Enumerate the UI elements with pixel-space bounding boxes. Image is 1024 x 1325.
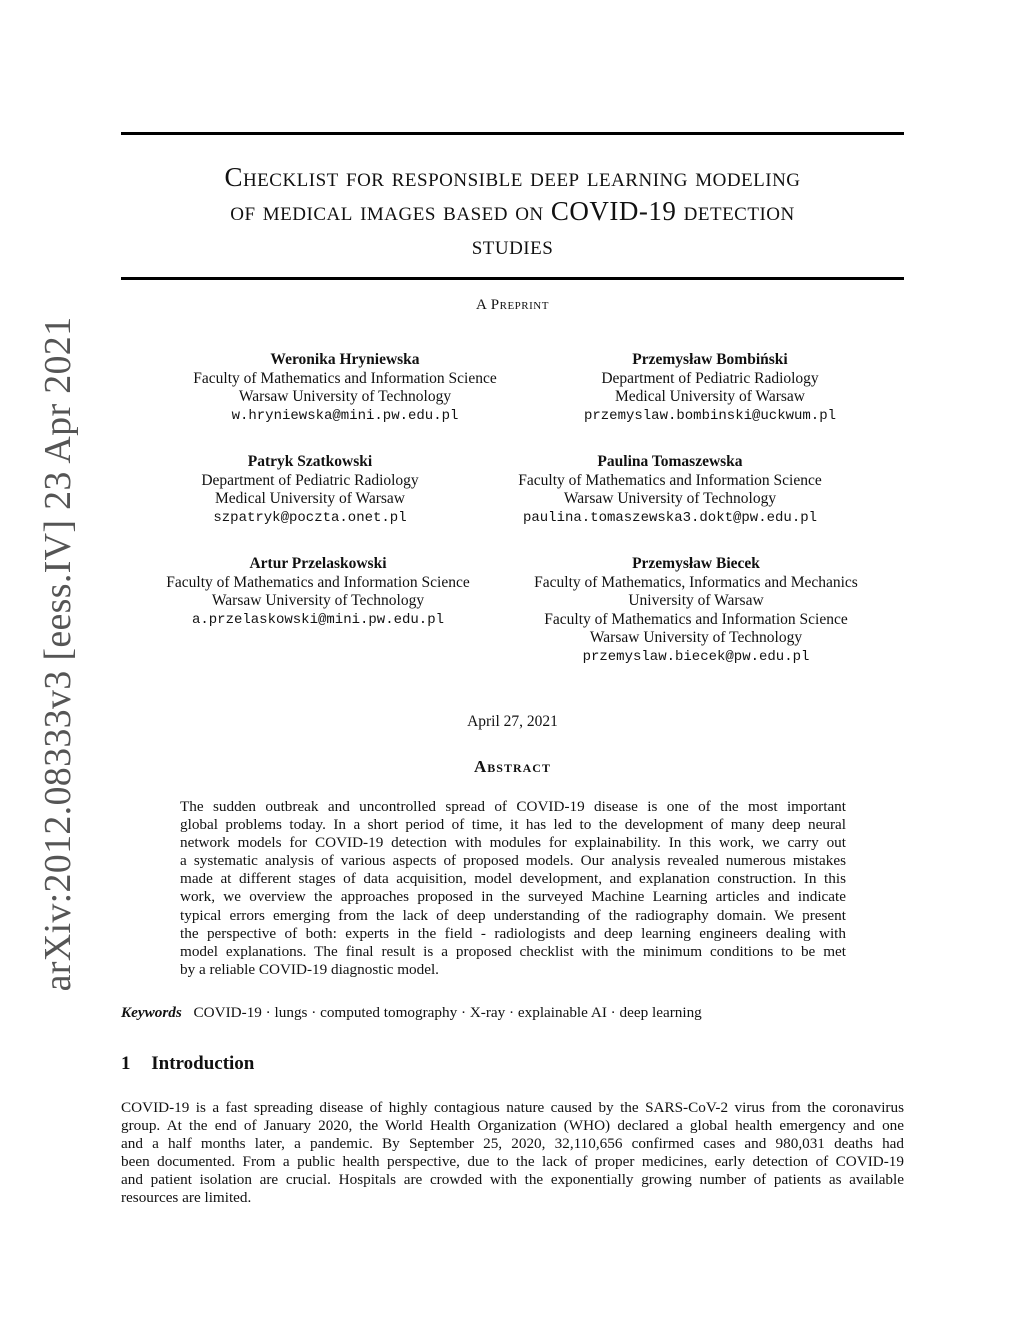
author-email[interactable]: paulina.tomaszewska3.dokt@pw.edu.pl (522, 509, 818, 526)
author-email[interactable]: przemyslaw.biecek@pw.edu.pl (582, 648, 810, 665)
author-email[interactable]: w.hryniewska@mini.pw.edu.pl (231, 407, 459, 424)
author-affiliation: Medical University of Warsaw (614, 388, 805, 405)
author-affiliation: Warsaw University of Technology (563, 490, 777, 507)
abstract-body (180, 798, 846, 979)
author-affiliation: Faculty of Mathematics and Information Science (193, 369, 497, 387)
intro-line: group. At the end of January 2020, the World Health Organization (WHO) declared a global health emergency and one (121, 1117, 904, 1135)
author-affiliation: Faculty of Mathematics and Information Science (544, 610, 848, 628)
author-block (510, 555, 882, 666)
section-title: Introduction (151, 1053, 255, 1074)
author-block (150, 453, 470, 527)
author-affiliation: Department of Pediatric Radiology (201, 471, 419, 489)
title-line: Checklist for responsible deep learning modeling (224, 162, 801, 192)
title-line: of medical images based on COVID-19 detection (230, 196, 795, 226)
author-affiliation: Warsaw University of Technology (589, 629, 803, 646)
author-name: Paulina Tomaszewska (597, 453, 743, 470)
author-email[interactable]: szpatryk@poczta.onet.pl (213, 509, 407, 526)
author-affiliation: Medical University of Warsaw (214, 490, 405, 507)
author-affiliation: Faculty of Mathematics and Information Science (166, 573, 470, 591)
author-name: Weronika Hryniewska (270, 351, 420, 368)
title-line: studies (471, 230, 554, 260)
author-email[interactable]: przemyslaw.bombinski@uckwum.pl (583, 407, 837, 424)
intro-line: resources are limited. (121, 1189, 252, 1207)
preprint-label: A Preprint (476, 297, 549, 313)
introduction-body (121, 1099, 904, 1208)
keywords (121, 1004, 904, 1022)
author-name: Patryk Szatkowski (247, 453, 373, 470)
abstract-line: typical errors emerging from the lack of deep understanding of the radiography domain. We present (180, 906, 846, 924)
paper-title (121, 160, 904, 262)
author-affiliation: Warsaw University of Technology (238, 388, 452, 405)
author-block (150, 351, 540, 425)
arxiv-identifier[interactable]: arXiv:2012.08333v3 [eess.IV] 23 Apr 2021 (37, 316, 79, 992)
abstract-line: by a reliable COVID-19 diagnostic model. (180, 960, 439, 978)
abstract-line: The sudden outbreak and uncontrolled spread of COVID-19 disease is one of the most important (180, 798, 846, 815)
intro-line: been documented. From a public health perspective, due to the lack of proper medicines, early detection of COVID-19 (121, 1153, 904, 1171)
author-affiliation: Warsaw University of Technology (211, 592, 425, 609)
author-name: Przemysław Biecek (632, 555, 760, 572)
abstract-line: model explanations. The final result is a proposed checklist with the minimum conditions to be met (180, 942, 846, 960)
abstract-line: network models for COVID-19 detection with modules for explainability. In this work, we carry out (180, 834, 846, 852)
author-affiliation: University of Warsaw (628, 592, 764, 609)
title-rule-bottom (121, 277, 904, 280)
keywords-label: Keywords (121, 1004, 182, 1021)
author-affiliation: Faculty of Mathematics and Information Science (518, 471, 822, 489)
abstract-line: global problems today. In a short period of time, it has led to the development of many deep neural (180, 816, 846, 834)
author-email[interactable]: a.przelaskowski@mini.pw.edu.pl (191, 611, 445, 628)
author-affiliation: Faculty of Mathematics, Informatics and Mechanics (534, 573, 858, 591)
abstract-heading: Abstract (474, 757, 551, 776)
title-rule-top (121, 132, 904, 135)
abstract-line: made at different stages of data acquisition, model development, and explanation construction. In this (180, 870, 846, 888)
section-heading (121, 1053, 254, 1075)
author-block (150, 555, 486, 629)
author-name: Artur Przelaskowski (249, 555, 387, 572)
publication-date: April 27, 2021 (467, 713, 558, 730)
author-name: Przemysław Bombiński (632, 351, 788, 368)
abstract-line: a systematic analysis of various aspects of proposed models. Our analysis revealed numerous mistakes (180, 852, 846, 870)
intro-line: and a half months later, a pandemic. By September 25, 2020, 32,110,656 confirmed cases and 980,031 deaths had (121, 1135, 904, 1153)
author-affiliation: Department of Pediatric Radiology (601, 369, 819, 387)
section-number: 1 (121, 1053, 131, 1074)
abstract-line: the perspective of both: experts in the field - radiologists and deep learning engineers dealing with (180, 924, 846, 942)
author-block (510, 351, 910, 425)
intro-line: and patient isolation are crucial. Hospitals are crowded with the exponentially growing number of patients as available (121, 1171, 904, 1189)
author-block (500, 453, 840, 527)
keywords-text: COVID-19 · lungs · computed tomography · X-ray · explainable AI · deep learning (193, 1004, 702, 1021)
abstract-line: work, we overview the approaches proposed in the surveyed Machine Learning articles and indicate (180, 888, 846, 906)
intro-line: COVID-19 is a fast spreading disease of highly contagious nature caused by the SARS-CoV-2 virus from the coronavirus (121, 1099, 904, 1116)
